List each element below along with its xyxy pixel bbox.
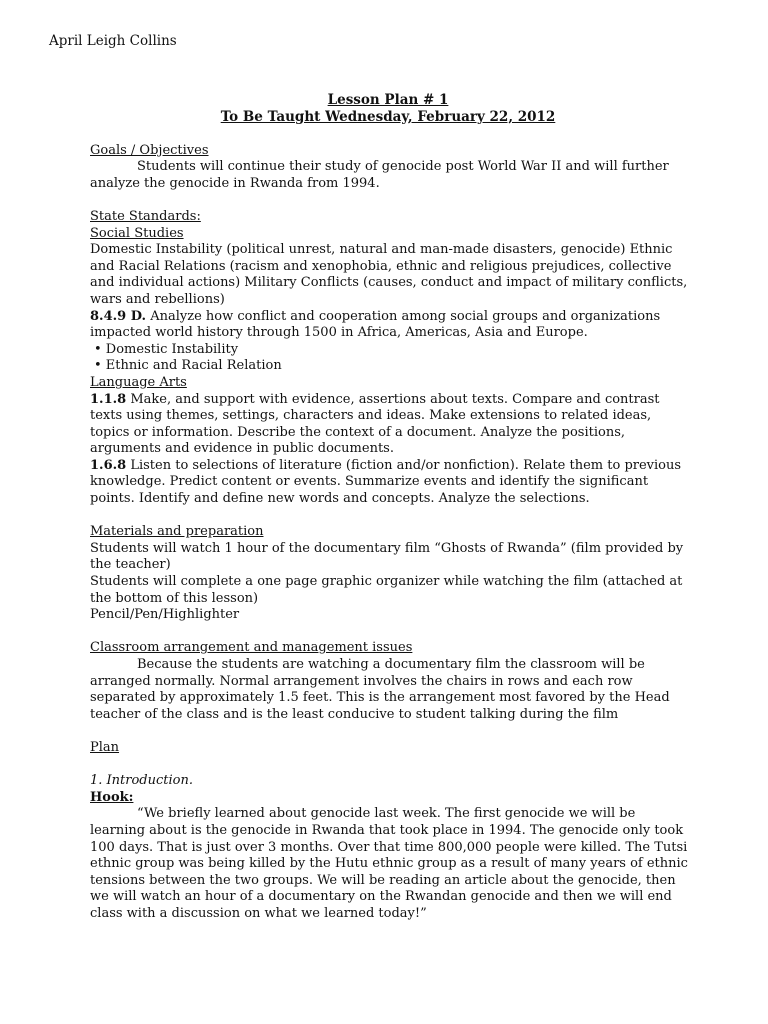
language-arts-heading: Language Arts xyxy=(90,374,187,390)
standard-code: 8.4.9 D. xyxy=(90,308,147,324)
goals-text: Students will continue their study of genocide post World War II and will further analyze the genocide in Rwanda from 1994. xyxy=(90,159,669,191)
standards-section xyxy=(90,209,690,508)
hook-heading: Hook: xyxy=(90,789,134,805)
intro-heading: 1. Introduction. xyxy=(90,773,193,789)
goals-section xyxy=(90,143,690,193)
materials-section xyxy=(90,524,690,624)
materials-line: Students will watch 1 hour of the documentary film “Ghosts of Rwanda” (film provided by the teacher) xyxy=(90,540,684,573)
lesson-plan-body xyxy=(90,92,690,923)
hook-text: “We briefly learned about genocide last week. The first genocide we will be learning about is the genocide in Rwanda that took place in 1994. The genocide only took 100 days. That is just over 3 months. Over that time 800,000 people were killed. The Tutsi ethnic group was being killed by the Hutu ethnic group as a result of many years of ethnic tensions between the two groups. We will be reading an article about the genocide, then we will watch an hour of a documentary on the Rwandan genocide and then we will end class with a discussion on what we learned today!” xyxy=(90,806,688,921)
materials-line: Pencil/Pen/Highlighter xyxy=(90,607,240,623)
materials-heading: Materials and preparation xyxy=(90,524,264,540)
language-arts-standard xyxy=(90,458,690,508)
materials-line: Students will complete a one page graphic organizer while watching the film (attached at the bottom of this lesson) xyxy=(90,574,683,606)
lesson-title: Lesson Plan # 1 xyxy=(327,92,449,108)
standard-text: Listen to selections of literature (fiction and/or nonfiction). Relate them to previous knowledge. Predict content or events. Summarize events and identify the significant points. Identify and define new words and concepts. Analyze the selections. xyxy=(90,457,682,507)
classroom-text: Because the students are watching a documentary film the classroom will be arranged normally. Normal arrangement involves the chairs in rows and each row separated by approximately 1.5 feet. This is the arrangement most favored by the Head teacher of the class and is the least conducive to student talking during the film xyxy=(90,657,670,722)
standard-text: Analyze how conflict and cooperation among social groups and organizations impacted world history through 1500 in Africa, Americas, Asia and Europe. xyxy=(90,308,661,341)
classroom-section xyxy=(90,640,690,723)
standard-code: 1.1.8 xyxy=(90,391,127,407)
language-arts-standard xyxy=(90,392,690,458)
standard-text: Make, and support with evidence, assertions about texts. Compare and contrast texts using themes, settings, characters and ideas. Make extensions to related ideas, topics or information. Describe the context of a document. Analyze the positions, arguments and evidence in public documents. xyxy=(90,391,660,457)
bullet-item: • Ethnic and Racial Relation xyxy=(94,358,282,374)
bullet-item: • Domestic Instability xyxy=(94,341,239,357)
social-studies-heading: Social Studies xyxy=(90,225,184,241)
standards-heading: State Standards: xyxy=(90,208,201,224)
author-name: April Leigh Collins xyxy=(49,33,177,49)
lesson-date: To Be Taught Wednesday, February 22, 2012 xyxy=(220,109,556,125)
standard-code: 1.6.8 xyxy=(90,457,127,473)
plan-heading: Plan xyxy=(90,739,120,755)
social-studies-text: Domestic Instability (political unrest, natural and man-made disasters, genocide) Ethnic and Racial Relations (racism and xenophobia, ethnic and religious prejudices, collective and individual actions) Military Conflicts (causes, conduct and impact of military conflicts, wars and rebellions) xyxy=(90,242,688,307)
plan-section xyxy=(90,740,690,923)
classroom-heading: Classroom arrangement and management issues xyxy=(90,640,413,656)
goals-heading: Goals / Objectives xyxy=(90,142,209,158)
social-studies-standard xyxy=(90,309,690,342)
title-block xyxy=(86,92,690,126)
